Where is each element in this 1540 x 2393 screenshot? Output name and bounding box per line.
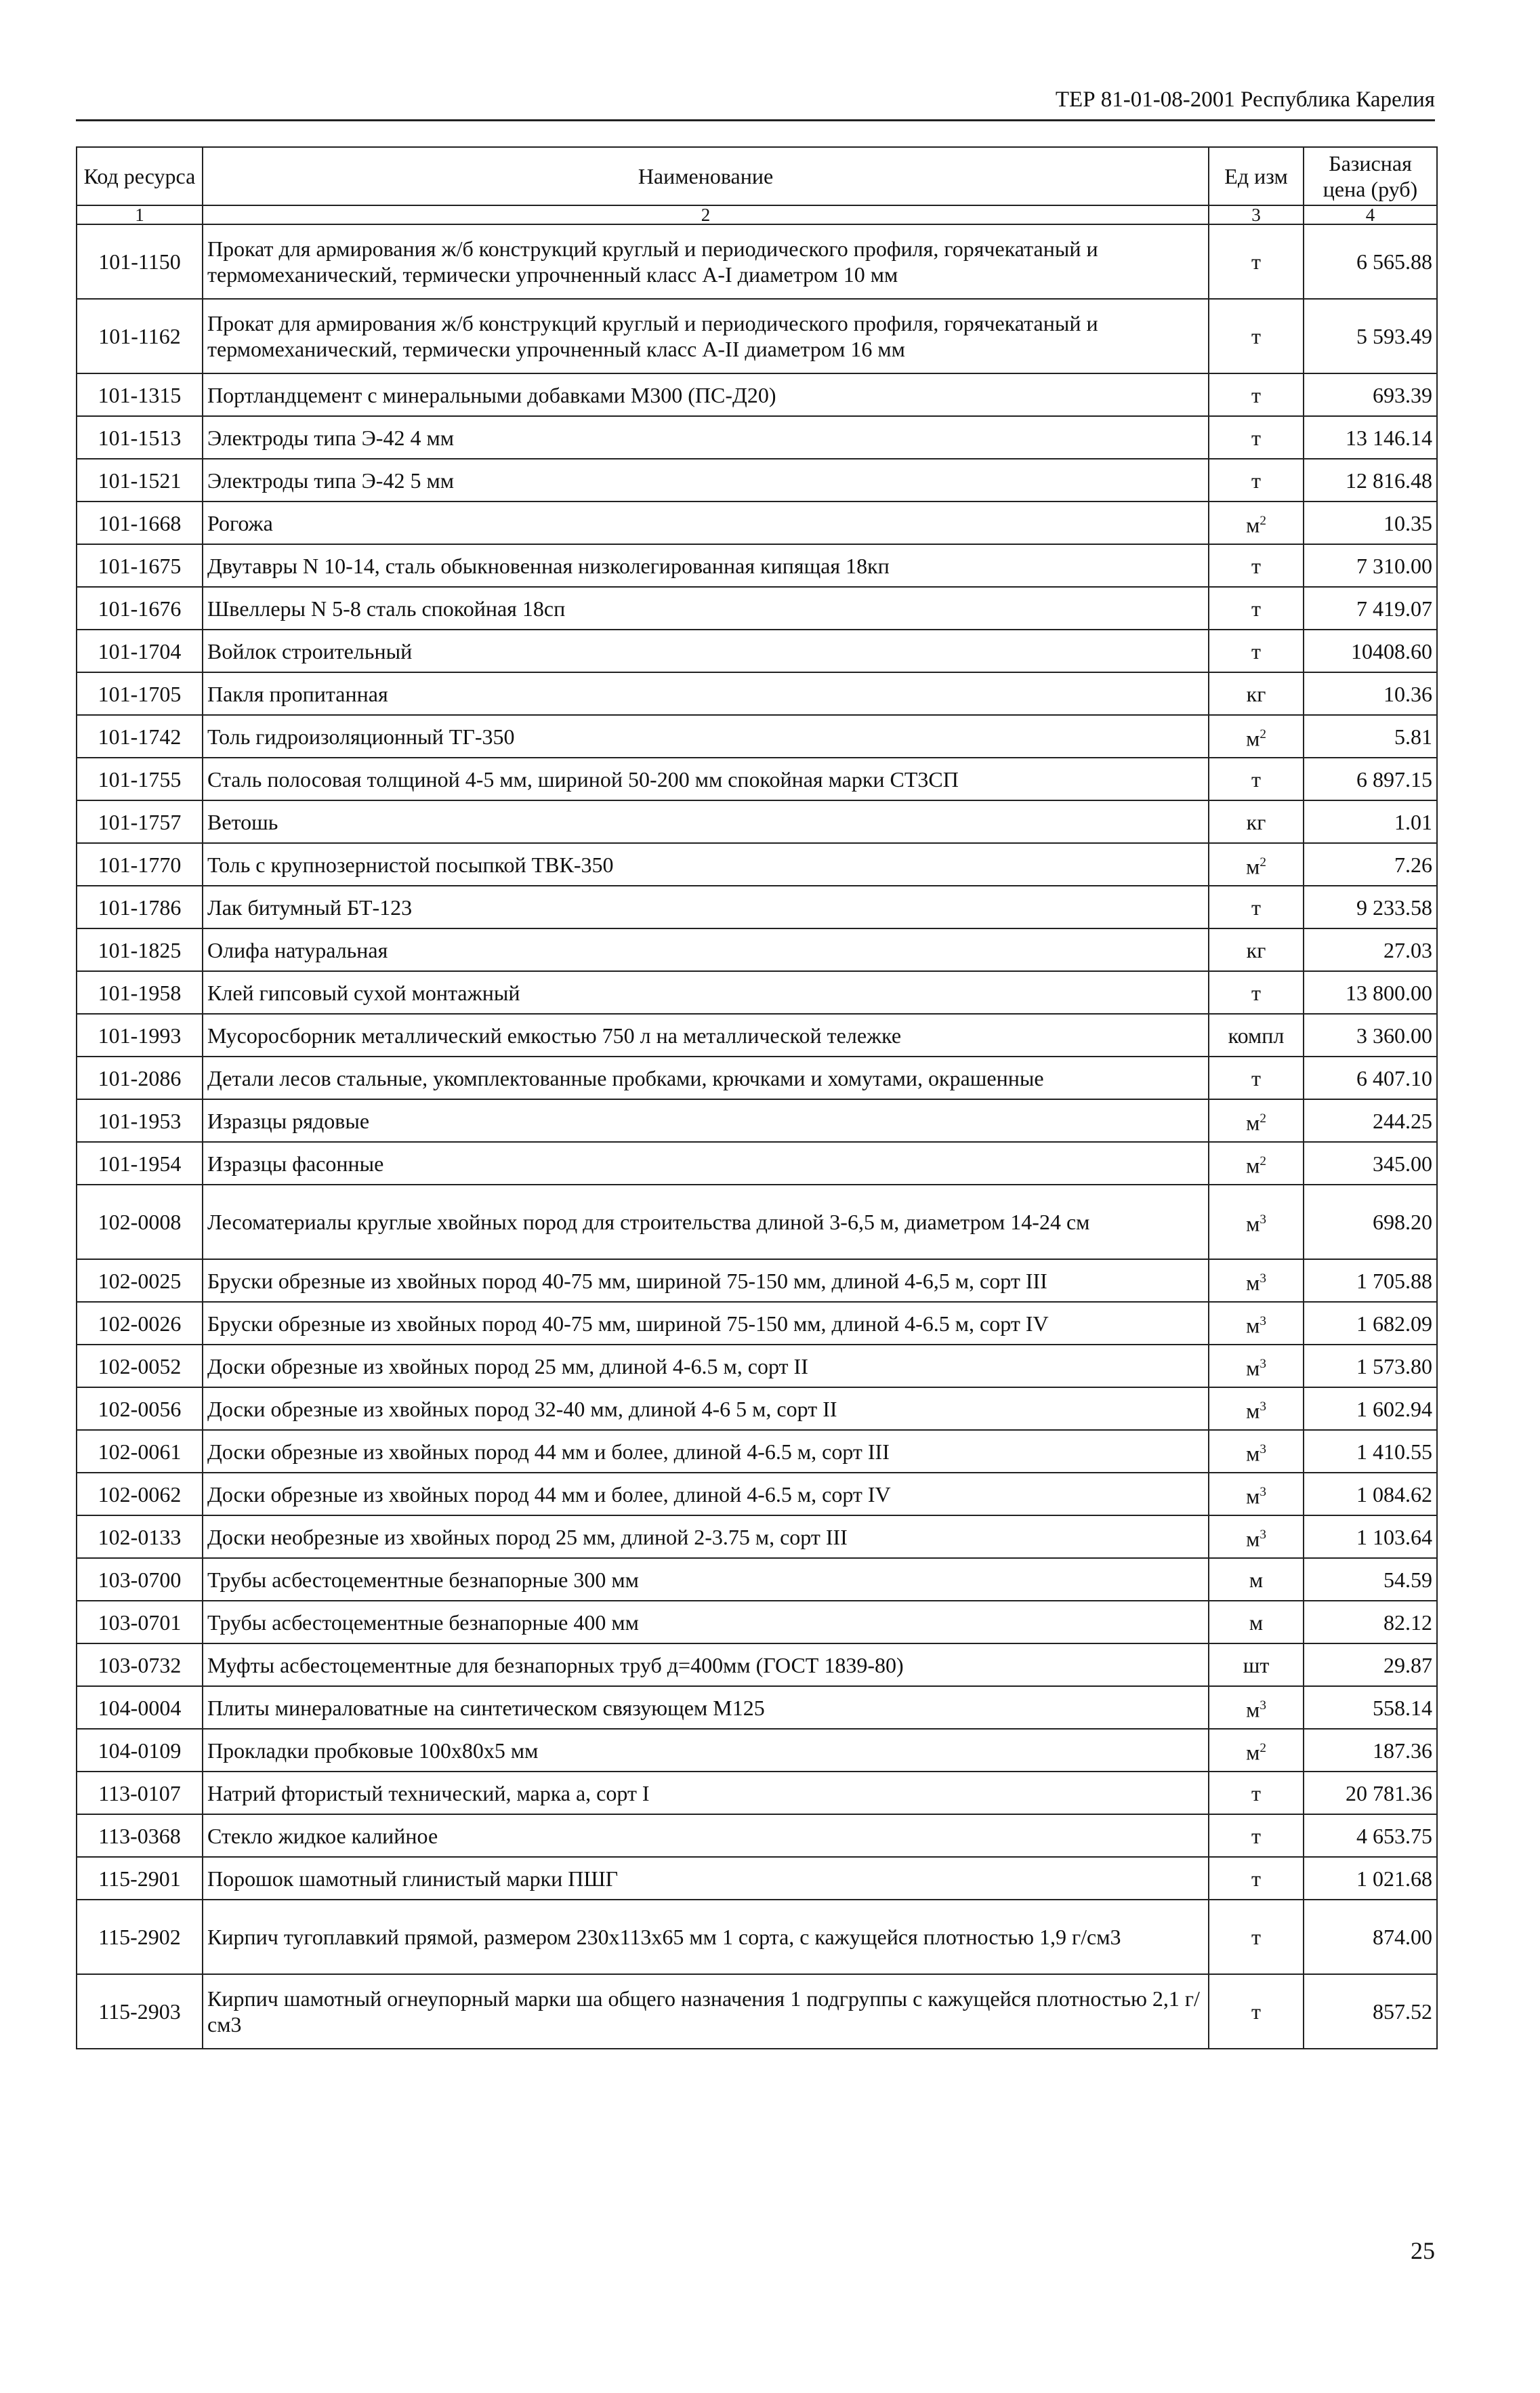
column-header-name: Наименование bbox=[203, 147, 1209, 205]
resource-code-cell: 101-1755 bbox=[77, 758, 203, 800]
resource-name-cell: Плиты минераловатные на синтетическом связующем М125 bbox=[203, 1686, 1209, 1729]
base-price-cell: 1 103.64 bbox=[1304, 1515, 1437, 1558]
unit-cell bbox=[1209, 758, 1304, 800]
unit-cell bbox=[1209, 1772, 1304, 1814]
resource-name-cell: Трубы асбестоцементные безнапорные 400 мм bbox=[203, 1601, 1209, 1643]
resource-code-cell: 102-0026 bbox=[77, 1302, 203, 1345]
unit-cell bbox=[1209, 1686, 1304, 1729]
resource-name-cell: Швеллеры N 5-8 сталь спокойная 18сп bbox=[203, 587, 1209, 630]
unit-label: м bbox=[1246, 1110, 1260, 1135]
unit-label: т bbox=[1251, 1925, 1261, 1949]
resource-name-cell: Изразцы рядовые bbox=[203, 1099, 1209, 1142]
unit-label: м bbox=[1246, 1313, 1260, 1338]
unit-label: компл bbox=[1228, 1023, 1285, 1048]
resource-name-cell: Прокат для армирования ж/б конструкций круглый и периодического профиля, горячекатаный и термомеханический, термически упрочненный класс А-I диаметром 10 мм bbox=[203, 224, 1209, 299]
table-row bbox=[77, 800, 1437, 843]
resource-code-cell: 101-1704 bbox=[77, 630, 203, 672]
base-price-cell: 5 593.49 bbox=[1304, 299, 1437, 373]
unit-exponent: 2 bbox=[1260, 855, 1266, 870]
resource-name-cell: Натрий фтористый технический, марка а, сорт I bbox=[203, 1772, 1209, 1814]
base-price-cell: 12 816.48 bbox=[1304, 459, 1437, 502]
unit-label: м bbox=[1246, 1355, 1260, 1380]
unit-exponent: 2 bbox=[1260, 1740, 1266, 1755]
unit-label: т bbox=[1251, 766, 1261, 792]
resource-code-cell: 101-1953 bbox=[77, 1099, 203, 1142]
unit-cell bbox=[1209, 1473, 1304, 1515]
unit-exponent: 3 bbox=[1260, 1212, 1266, 1227]
unit-exponent: 3 bbox=[1260, 1399, 1266, 1414]
unit-exponent: 3 bbox=[1260, 1356, 1266, 1371]
unit-exponent: 3 bbox=[1260, 1441, 1266, 1456]
resource-code-cell: 101-1786 bbox=[77, 886, 203, 928]
unit-cell bbox=[1209, 416, 1304, 459]
resource-name-cell: Мусоросборник металлический емкостью 750 л на металлической тележке bbox=[203, 1014, 1209, 1057]
unit-exponent: 3 bbox=[1260, 1698, 1266, 1713]
column-number-row bbox=[77, 205, 1437, 224]
unit-label: м bbox=[1246, 1526, 1260, 1551]
resource-code-cell: 113-0368 bbox=[77, 1814, 203, 1857]
resource-code-cell: 101-1676 bbox=[77, 587, 203, 630]
base-price-cell: 1 084.62 bbox=[1304, 1473, 1437, 1515]
column-number: 4 bbox=[1304, 205, 1437, 224]
resource-name-cell: Муфты асбестоцементные для безнапорных труб д=400мм (ГОСТ 1839-80) bbox=[203, 1643, 1209, 1686]
base-price-cell: 1 573.80 bbox=[1304, 1345, 1437, 1387]
column-number: 3 bbox=[1209, 205, 1304, 224]
unit-cell bbox=[1209, 1515, 1304, 1558]
unit-cell bbox=[1209, 672, 1304, 715]
table-row bbox=[77, 715, 1437, 758]
resource-name-cell: Доски обрезные из хвойных пород 32-40 мм, длиной 4-6 5 м, сорт II bbox=[203, 1387, 1209, 1430]
unit-label: т bbox=[1251, 895, 1261, 920]
unit-cell bbox=[1209, 886, 1304, 928]
base-price-cell: 1 705.88 bbox=[1304, 1259, 1437, 1302]
resource-name-cell: Электроды типа Э-42 4 мм bbox=[203, 416, 1209, 459]
unit-label: м bbox=[1246, 1740, 1260, 1765]
base-price-cell: 54.59 bbox=[1304, 1558, 1437, 1601]
base-price-cell: 6 407.10 bbox=[1304, 1057, 1437, 1099]
unit-exponent: 2 bbox=[1260, 727, 1266, 741]
resource-price-table bbox=[76, 146, 1438, 2049]
table-row bbox=[77, 1185, 1437, 1259]
table-row bbox=[77, 630, 1437, 672]
table-row bbox=[77, 1814, 1437, 1857]
table-row bbox=[77, 1686, 1437, 1729]
unit-cell bbox=[1209, 1014, 1304, 1057]
resource-code-cell: 102-0008 bbox=[77, 1185, 203, 1259]
page-number: 25 bbox=[1411, 2237, 1435, 2264]
base-price-cell: 1 602.94 bbox=[1304, 1387, 1437, 1430]
table-row bbox=[77, 843, 1437, 886]
resource-name-cell: Стекло жидкое калийное bbox=[203, 1814, 1209, 1857]
table-row bbox=[77, 1259, 1437, 1302]
column-number: 2 bbox=[203, 205, 1209, 224]
unit-label: кг bbox=[1246, 681, 1266, 706]
unit-cell bbox=[1209, 544, 1304, 587]
resource-code-cell: 101-1757 bbox=[77, 800, 203, 843]
document-header: ТЕР 81-01-08-2001 Республика Карелия bbox=[76, 80, 1435, 121]
base-price-cell: 7.26 bbox=[1304, 843, 1437, 886]
resource-code-cell: 102-0052 bbox=[77, 1345, 203, 1387]
resource-name-cell: Изразцы фасонные bbox=[203, 1142, 1209, 1185]
table-row bbox=[77, 459, 1437, 502]
resource-code-cell: 101-1150 bbox=[77, 224, 203, 299]
unit-label: м bbox=[1246, 512, 1260, 537]
base-price-cell: 558.14 bbox=[1304, 1686, 1437, 1729]
resource-code-cell: 101-1825 bbox=[77, 928, 203, 971]
resource-name-cell: Лесоматериалы круглые хвойных пород для строительства длиной 3-6,5 м, диаметром 14-24 см bbox=[203, 1185, 1209, 1259]
unit-cell bbox=[1209, 715, 1304, 758]
unit-label: т bbox=[1251, 382, 1261, 407]
table-row bbox=[77, 1558, 1437, 1601]
table-row bbox=[77, 1729, 1437, 1772]
table-row bbox=[77, 299, 1437, 373]
table-row bbox=[77, 672, 1437, 715]
resource-code-cell: 102-0133 bbox=[77, 1515, 203, 1558]
unit-cell bbox=[1209, 1142, 1304, 1185]
table-row bbox=[77, 1430, 1437, 1473]
table-row bbox=[77, 1974, 1437, 2049]
base-price-cell: 693.39 bbox=[1304, 373, 1437, 416]
unit-label: т bbox=[1251, 980, 1261, 1005]
resource-name-cell: Олифа натуральная bbox=[203, 928, 1209, 971]
unit-cell bbox=[1209, 1900, 1304, 1974]
resource-name-cell: Толь с крупнозернистой посыпкой ТВК-350 bbox=[203, 843, 1209, 886]
unit-label: т bbox=[1251, 638, 1261, 663]
table-row bbox=[77, 1142, 1437, 1185]
resource-code-cell: 104-0109 bbox=[77, 1729, 203, 1772]
resource-code-cell: 101-1993 bbox=[77, 1014, 203, 1057]
table-row bbox=[77, 502, 1437, 544]
resource-code-cell: 101-1705 bbox=[77, 672, 203, 715]
resource-name-cell: Детали лесов стальные, укомплектованные пробками, крючками и хомутами, окрашенные bbox=[203, 1057, 1209, 1099]
table-row bbox=[77, 1473, 1437, 1515]
resource-code-cell: 101-1521 bbox=[77, 459, 203, 502]
base-price-cell: 9 233.58 bbox=[1304, 886, 1437, 928]
base-price-cell: 20 781.36 bbox=[1304, 1772, 1437, 1814]
unit-label: т bbox=[1251, 1866, 1261, 1891]
unit-cell bbox=[1209, 1185, 1304, 1259]
unit-cell bbox=[1209, 843, 1304, 886]
unit-cell bbox=[1209, 1974, 1304, 2049]
unit-cell bbox=[1209, 1387, 1304, 1430]
resource-name-cell: Пакля пропитанная bbox=[203, 672, 1209, 715]
resource-name-cell: Клей гипсовый сухой монтажный bbox=[203, 971, 1209, 1014]
resource-code-cell: 115-2902 bbox=[77, 1900, 203, 1974]
resource-name-cell: Толь гидроизоляционный ТГ-350 bbox=[203, 715, 1209, 758]
unit-label: м bbox=[1246, 1270, 1260, 1295]
resource-code-cell: 115-2901 bbox=[77, 1857, 203, 1900]
table-row bbox=[77, 544, 1437, 587]
resource-name-cell: Доски необрезные из хвойных пород 25 мм, длиной 2-3.75 м, сорт III bbox=[203, 1515, 1209, 1558]
unit-cell bbox=[1209, 1814, 1304, 1857]
unit-cell bbox=[1209, 1430, 1304, 1473]
base-price-cell: 874.00 bbox=[1304, 1900, 1437, 1974]
unit-cell bbox=[1209, 1729, 1304, 1772]
table-row bbox=[77, 886, 1437, 928]
resource-name-cell: Двутавры N 10-14, сталь обыкновенная низколегированная кипящая 18кп bbox=[203, 544, 1209, 587]
base-price-cell: 698.20 bbox=[1304, 1185, 1437, 1259]
unit-label: м bbox=[1246, 1211, 1260, 1236]
table-row bbox=[77, 1515, 1437, 1558]
table-row bbox=[77, 1387, 1437, 1430]
base-price-cell: 10408.60 bbox=[1304, 630, 1437, 672]
resource-name-cell: Сталь полосовая толщиной 4-5 мм, шириной 50-200 мм спокойная марки СТ3СП bbox=[203, 758, 1209, 800]
table-row bbox=[77, 1057, 1437, 1099]
base-price-cell: 7 419.07 bbox=[1304, 587, 1437, 630]
table-row bbox=[77, 1900, 1437, 1974]
resource-code-cell: 101-1954 bbox=[77, 1142, 203, 1185]
base-price-cell: 29.87 bbox=[1304, 1643, 1437, 1686]
unit-cell bbox=[1209, 1643, 1304, 1686]
table-row bbox=[77, 928, 1437, 971]
unit-exponent: 3 bbox=[1260, 1527, 1266, 1542]
resource-name-cell: Доски обрезные из хвойных пород 44 мм и более, длиной 4-6.5 м, сорт III bbox=[203, 1430, 1209, 1473]
base-price-cell: 1 021.68 bbox=[1304, 1857, 1437, 1900]
table-row bbox=[77, 1014, 1437, 1057]
resource-code-cell: 104-0004 bbox=[77, 1686, 203, 1729]
unit-label: т bbox=[1251, 249, 1261, 274]
resource-name-cell: Ветошь bbox=[203, 800, 1209, 843]
unit-cell bbox=[1209, 1558, 1304, 1601]
table-header-row bbox=[77, 147, 1437, 205]
unit-cell bbox=[1209, 587, 1304, 630]
resource-name-cell: Доски обрезные из хвойных пород 44 мм и более, длиной 4-6.5 м, сорт IV bbox=[203, 1473, 1209, 1515]
table-row bbox=[77, 758, 1437, 800]
unit-label: кг bbox=[1246, 809, 1266, 834]
resource-code-cell: 101-1958 bbox=[77, 971, 203, 1014]
table-row bbox=[77, 971, 1437, 1014]
resource-name-cell: Доски обрезные из хвойных пород 25 мм, длиной 4-6.5 м, сорт II bbox=[203, 1345, 1209, 1387]
table-row bbox=[77, 1302, 1437, 1345]
unit-label: т bbox=[1251, 553, 1261, 578]
base-price-cell: 857.52 bbox=[1304, 1974, 1437, 2049]
resource-name-cell: Прокладки пробковые 100х80х5 мм bbox=[203, 1729, 1209, 1772]
resource-code-cell: 101-1675 bbox=[77, 544, 203, 587]
table-row bbox=[77, 1857, 1437, 1900]
resource-code-cell: 103-0700 bbox=[77, 1558, 203, 1601]
base-price-cell: 1 410.55 bbox=[1304, 1430, 1437, 1473]
resource-name-cell: Порошок шамотный глинистый марки ПШГ bbox=[203, 1857, 1209, 1900]
resource-name-cell: Прокат для армирования ж/б конструкций круглый и периодического профиля, горячекатаный и термомеханический, термически упрочненный класс А-II диаметром 16 мм bbox=[203, 299, 1209, 373]
base-price-cell: 7 310.00 bbox=[1304, 544, 1437, 587]
table-row bbox=[77, 416, 1437, 459]
unit-label: т bbox=[1251, 596, 1261, 621]
base-price-cell: 6 565.88 bbox=[1304, 224, 1437, 299]
resource-name-cell: Лак битумный БТ-123 bbox=[203, 886, 1209, 928]
base-price-cell: 3 360.00 bbox=[1304, 1014, 1437, 1057]
unit-cell bbox=[1209, 299, 1304, 373]
table-row bbox=[77, 587, 1437, 630]
resource-code-cell: 113-0107 bbox=[77, 1772, 203, 1814]
resource-name-cell: Кирпич тугоплавкий прямой, размером 230х113х65 мм 1 сорта, с кажущейся плотностью 1,9 г/см3 bbox=[203, 1900, 1209, 1974]
unit-cell bbox=[1209, 630, 1304, 672]
resource-code-cell: 101-1668 bbox=[77, 502, 203, 544]
unit-cell bbox=[1209, 971, 1304, 1014]
unit-cell bbox=[1209, 1345, 1304, 1387]
unit-label: м bbox=[1246, 1484, 1260, 1509]
unit-exponent: 2 bbox=[1260, 1153, 1266, 1168]
unit-label: м bbox=[1246, 1153, 1260, 1178]
table-row bbox=[77, 1099, 1437, 1142]
base-price-cell: 27.03 bbox=[1304, 928, 1437, 971]
table-row bbox=[77, 1643, 1437, 1686]
resource-code-cell: 101-2086 bbox=[77, 1057, 203, 1099]
unit-exponent: 3 bbox=[1260, 1313, 1266, 1328]
unit-cell bbox=[1209, 373, 1304, 416]
resource-name-cell: Рогожа bbox=[203, 502, 1209, 544]
base-price-cell: 13 800.00 bbox=[1304, 971, 1437, 1014]
unit-exponent: 3 bbox=[1260, 1484, 1266, 1499]
unit-label: м bbox=[1246, 1441, 1260, 1466]
resource-name-cell: Бруски обрезные из хвойных пород 40-75 мм, шириной 75-150 мм, длиной 4-6,5 м, сорт III bbox=[203, 1259, 1209, 1302]
unit-cell bbox=[1209, 800, 1304, 843]
table-row bbox=[77, 1345, 1437, 1387]
resource-code-cell: 102-0056 bbox=[77, 1387, 203, 1430]
unit-cell bbox=[1209, 1099, 1304, 1142]
base-price-cell: 10.35 bbox=[1304, 502, 1437, 544]
unit-cell bbox=[1209, 1857, 1304, 1900]
unit-cell bbox=[1209, 1259, 1304, 1302]
base-price-cell: 82.12 bbox=[1304, 1601, 1437, 1643]
unit-label: м bbox=[1246, 1398, 1260, 1423]
unit-label: т bbox=[1251, 1065, 1261, 1090]
unit-label: т bbox=[1251, 425, 1261, 450]
unit-label: т bbox=[1251, 324, 1261, 348]
resource-code-cell: 101-1162 bbox=[77, 299, 203, 373]
unit-exponent: 2 bbox=[1260, 513, 1266, 528]
unit-cell bbox=[1209, 1601, 1304, 1643]
unit-cell bbox=[1209, 1057, 1304, 1099]
unit-exponent: 3 bbox=[1260, 1271, 1266, 1286]
table-row bbox=[77, 1601, 1437, 1643]
resource-code-cell: 102-0061 bbox=[77, 1430, 203, 1473]
resource-code-cell: 103-0701 bbox=[77, 1601, 203, 1643]
unit-cell bbox=[1209, 502, 1304, 544]
resource-name-cell: Бруски обрезные из хвойных пород 40-75 мм, шириной 75-150 мм, длиной 4-6.5 м, сорт IV bbox=[203, 1302, 1209, 1345]
base-price-cell: 1.01 bbox=[1304, 800, 1437, 843]
unit-cell bbox=[1209, 928, 1304, 971]
unit-label: т bbox=[1251, 1999, 1261, 2024]
base-price-cell: 244.25 bbox=[1304, 1099, 1437, 1142]
unit-cell bbox=[1209, 224, 1304, 299]
unit-label: т bbox=[1251, 1780, 1261, 1805]
base-price-cell: 187.36 bbox=[1304, 1729, 1437, 1772]
unit-label: м bbox=[1246, 854, 1260, 879]
unit-exponent: 2 bbox=[1260, 1111, 1266, 1126]
unit-label: м bbox=[1246, 726, 1260, 751]
table-row bbox=[77, 224, 1437, 299]
resource-code-cell: 103-0732 bbox=[77, 1643, 203, 1686]
resource-code-cell: 101-1742 bbox=[77, 715, 203, 758]
unit-label: м bbox=[1249, 1567, 1264, 1592]
resource-code-cell: 102-0062 bbox=[77, 1473, 203, 1515]
base-price-cell: 13 146.14 bbox=[1304, 416, 1437, 459]
base-price-cell: 1 682.09 bbox=[1304, 1302, 1437, 1345]
table-row bbox=[77, 373, 1437, 416]
unit-label: шт bbox=[1243, 1652, 1270, 1677]
unit-label: т bbox=[1251, 1823, 1261, 1848]
resource-name-cell: Трубы асбестоцементные безнапорные 300 мм bbox=[203, 1558, 1209, 1601]
unit-label: т bbox=[1251, 468, 1261, 493]
unit-cell bbox=[1209, 459, 1304, 502]
base-price-cell: 4 653.75 bbox=[1304, 1814, 1437, 1857]
table-body bbox=[77, 224, 1437, 2049]
resource-name-cell: Портландцемент с минеральными добавками М300 (ПС-Д20) bbox=[203, 373, 1209, 416]
unit-label: м bbox=[1249, 1610, 1264, 1635]
resource-code-cell: 115-2903 bbox=[77, 1974, 203, 2049]
resource-name-cell: Электроды типа Э-42 5 мм bbox=[203, 459, 1209, 502]
resource-name-cell: Кирпич шамотный огнеупорный марки ша общего назначения 1 подгруппы с кажущейся плотностью 2,1 г/см3 bbox=[203, 1974, 1209, 2049]
unit-cell bbox=[1209, 1302, 1304, 1345]
resource-code-cell: 101-1513 bbox=[77, 416, 203, 459]
table-row bbox=[77, 1772, 1437, 1814]
unit-label: м bbox=[1246, 1697, 1260, 1722]
base-price-cell: 10.36 bbox=[1304, 672, 1437, 715]
resource-name-cell: Войлок строительный bbox=[203, 630, 1209, 672]
unit-label: кг bbox=[1246, 937, 1266, 962]
resource-code-cell: 102-0025 bbox=[77, 1259, 203, 1302]
column-header-price: Базисная цена (руб) bbox=[1304, 147, 1437, 205]
resource-code-cell: 101-1315 bbox=[77, 373, 203, 416]
base-price-cell: 345.00 bbox=[1304, 1142, 1437, 1185]
column-header-code: Код ресурса bbox=[77, 147, 203, 205]
base-price-cell: 5.81 bbox=[1304, 715, 1437, 758]
resource-code-cell: 101-1770 bbox=[77, 843, 203, 886]
base-price-cell: 6 897.15 bbox=[1304, 758, 1437, 800]
column-header-unit: Ед изм bbox=[1209, 147, 1304, 205]
column-number: 1 bbox=[77, 205, 203, 224]
